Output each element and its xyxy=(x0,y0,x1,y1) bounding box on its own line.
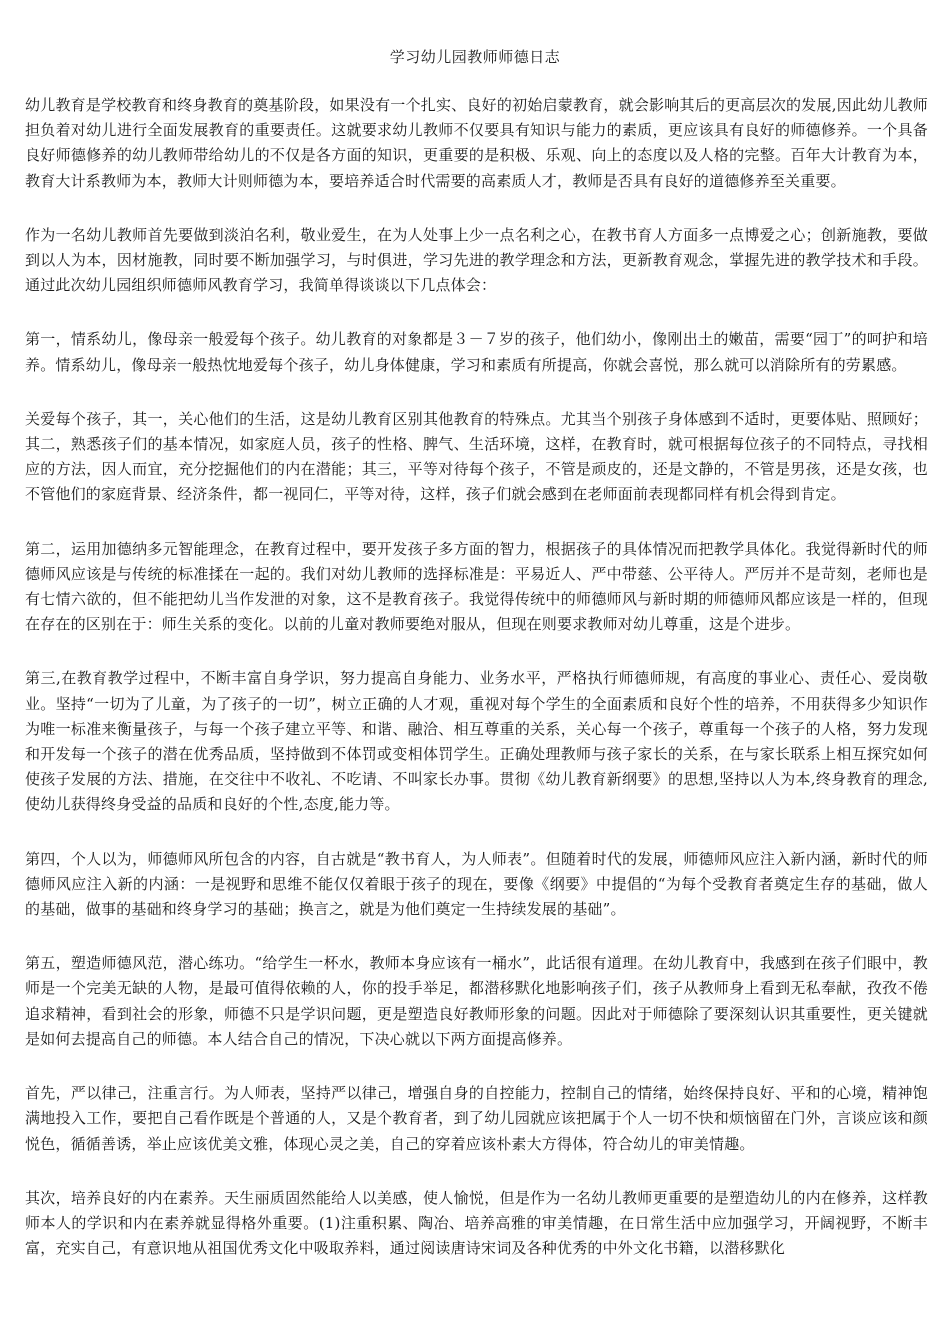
paragraph-care-each-child: 关爱每个孩子，其一，关心他们的生活，这是幼儿教育区别其他教育的特殊点。尤其当个别孩子身体感到不适时，更要体贴、照顾好；其二，熟悉孩子们的基本情况，如家庭人员，孩子的性格、脾气、生活环境，这样，在教育时，就可根据每位孩子的不同特点，寻找相应的方法，因人而宜，充分挖掘他们的内在潜能；其三，平等对待每个孩子，不管是顽皮的，还是文静的，不管是男孩，还是女孩，也不管他们的家庭背景、经济条件，都一视同仁，平等对待，这样，孩子们就会感到在老师面前表现都同样有机会得到肯定。 xyxy=(25,409,928,504)
paragraph-point-two: 第二，运用加德纳多元智能理念，在教育过程中，要开发孩子多方面的智力，根据孩子的具体情况而把教学具体化。我觉得新时代的师德师风应该是与传统的标准揉在一起的。我们对幼儿教师的选择标准是：平易近人、严中带慈、公平待人。严厉并不是苛刻，老师也是有七情六欲的，但不能把幼儿当作发泄的对象，这不是教育孩子。我觉得传统中的师德师风与新时期的师德师风都应该是一样的，但现在存在的区别在于：师生关系的变化。以前的儿童对教师要绝对服从，但现在则要求教师对幼儿尊重，这是个进步。 xyxy=(25,539,928,634)
paragraph-second-inner-quality: 其次，培养良好的内在素养。天生丽质固然能给人以美感，使人愉悦，但是作为一名幼儿教师更重要的是塑造幼儿的内在修养，这样教师本人的学识和内在素养就显得格外重要。(1)注重积累、陶冶、培养高雅的审美情趣，在日常生活中应加强学习，开阔视野，不断丰富，充实自己，有意识地从祖国优秀文化中吸取养料，通过阅读唐诗宋词及各种优秀的中外文化书籍，以潜移默化 xyxy=(25,1188,928,1258)
paragraph-first-self-discipline: 首先，严以律己，注重言行。为人师表，坚持严以律己，增强自身的自控能力，控制自己的情绪，始终保持良好、平和的心境，精神饱满地投入工作，要把自己看作既是个普通的人，又是个教育者，到了幼儿园就应该把属于个人一切不快和烦恼留在门外，言谈应该和颜悦色，循循善诱，举止应该优美文雅，体现心灵之美，自己的穿着应该朴素大方得体，符合幼儿的审美情趣。 xyxy=(25,1084,928,1153)
paragraph-point-three: 第三,在教育教学过程中，不断丰富自身学识，努力提高自身能力、业务水平，严格执行师德师规，有高度的事业心、责任心、爱岗敬业。坚持“一切为了儿童，为了孩子的一切”，树立正确的人才观，重视对每个学生的全面素质和良好个性的培养，不用获得多少知识作为唯一标准来衡量孩子，与每一个孩子建立平等、和谐、融洽、相互尊重的关系，关心每一个孩子，尊重每一个孩子的人格，努力发现和开发每一个孩子的潜在优秀品质，坚持做到不体罚或变相体罚学生。正确处理教师与孩子家长的关系，在与家长联系上相互探究如何使孩子发展的方法、措施，在交往中不收礼、不吃请、不叫家长办事。贯彻《幼儿教育新纲要》的思想,坚持以人为本,终身教育的理念,使幼儿获得终身受益的品质和良好的个性,态度,能力等。 xyxy=(25,669,928,814)
paragraph-point-one: 第一，情系幼儿，像母亲一般爱每个孩子。幼儿教育的对象都是３－７岁的孩子，他们幼小，像刚出土的嫩苗，需要“园丁”的呵护和培养。情系幼儿，像母亲一般热忱地爱每个孩子，幼儿身体健康，学习和素质有所提高，你就会喜悦，那么就可以消除所有的劳累感。 xyxy=(25,330,928,374)
document-body xyxy=(25,93,928,1290)
document-title: 学习幼儿园教师师德日志 xyxy=(389,48,561,66)
paragraph-intro: 幼儿教育是学校教育和终身教育的奠基阶段，如果没有一个扎实、良好的初始启蒙教育，就会影响其后的更高层次的发展,因此幼儿教师担负着对幼儿进行全面发展教育的重要责任。这就要求幼儿教师不仅要具有知识与能力的素质，更应该具有良好的师德修养。一个具备良好师德修养的幼儿教师带给幼儿的不仅是各方面的知识，更重要的是积极、乐观、向上的态度以及人格的完整。百年大计教育为本，教育大计系教师为本，教师大计则师德为本，要培养适合时代需要的高素质人才，教师是否具有良好的道德修养至关重要。 xyxy=(25,96,928,190)
paragraph-point-four: 第四，个人以为，师德师风所包含的内容，自古就是“教书育人，为人师表”。但随着时代的发展，师德师风应注入新内涵，新时代的师德师风应注入新的内涵：一是视野和思维不能仅仅着眼于孩子的现在，要像《纲要》中提倡的“为每个受教育者奠定生存的基础，做人的基础，做事的基础和终身学习的基础；换言之，就是为他们奠定一生持续发展的基础”。 xyxy=(25,849,928,919)
paragraph-teacher-role: 作为一名幼儿教师首先要做到淡泊名利，敬业爱生，在为人处事上少一点名利之心，在教书育人方面多一点博爱之心；创新施教，要做到以人为本，因材施教，同时要不断加强学习，与时俱进，学习先进的教学理念和方法，更新教育观念，掌握先进的教学技术和手段。通过此次幼儿园组织师德师风教育学习，我简单得谈谈以下几点体会： xyxy=(25,225,928,295)
paragraph-point-five: 第五，塑造师德风范，潜心练功。“给学生一杯水，教师本身应该有一桶水”，此话很有道理。在幼儿教育中，我感到在孩子们眼中，教师是一个完美无缺的人物，是最可值得依赖的人，你的投手举足，都潜移默化地影响孩子们，孩子从教师身上看到无私奉献，孜孜不倦追求精神，看到社会的形象，师德不只是学识问题，更是塑造良好教师形象的问题。因此对于师德除了要深刻认识其重要性，更关键就是如何去提高自己的师德。本人结合自己的情况，下决心就以下两方面提高修养。 xyxy=(25,954,928,1048)
